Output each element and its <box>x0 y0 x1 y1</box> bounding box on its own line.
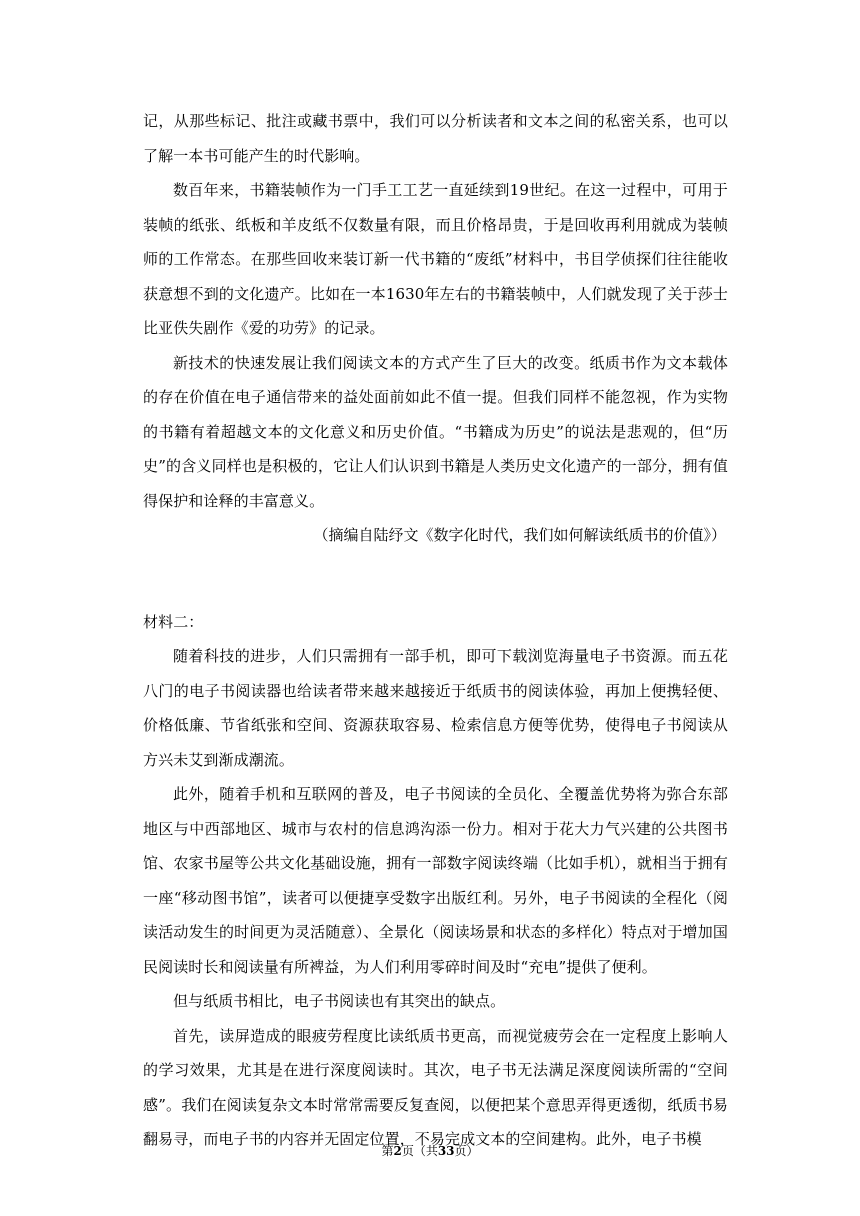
page-footer <box>0 1143 860 1159</box>
paragraph-ebook-coverage: 此外，随着手机和互联网的普及，电子书阅读的全员化、全覆盖优势将为弥合东部地区与中西部地区、城市与农村的信息鸿沟添一份力。相对于花大力气兴建的公共图书馆、农家书屋等公共文化基础设施，拥有一部数字阅读终端（比如手机），就相当于拥有一座“移动图书馆”，读者可以便捷享受数字出版红利。另外，电子书阅读的全程化（阅读活动发生的时间更为灵活随意）、全景化（阅读场景和状态的多样化）特点对于增加国民阅读时长和阅读量有所裨益，为人们利用零碎时间及时“充电”提供了便利。 <box>143 785 728 976</box>
paragraph-ebook-advantages: 随着科技的进步，人们只需拥有一部手机，即可下载浏览海量电子书资源。而五花八门的电子书阅读器也给读者带来越来越接近于纸质书的阅读体验，再加上便携轻便、价格低廉、节省纸张和空间、资源获取容易、检索信息方便等优势，使得电子书阅读从方兴未艾到渐成潮流。 <box>143 647 728 769</box>
footer-page-number: 2 <box>393 1144 402 1158</box>
paragraph-bookbinding: 数百年来，书籍装帧作为一门手工工艺一直延续到19世纪。在这一过程中，可用于装帧的纸张、纸板和羊皮纸不仅数量有限，而且价格昂贵，于是回收再利用就成为装帧师的工作常态。在那些回收来装订新一代书籍的“废纸”材料中，书目学侦探们往往能收获意想不到的文化遗产。比如在一本1630年左右的书籍装帧中，人们就发现了关于莎士比亚佚失剧作《爱的功劳》的记录。 <box>143 181 728 337</box>
footer-middle: 页（共 <box>401 1144 438 1158</box>
paragraph-ebook-drawbacks-intro: 但与纸质书相比，电子书阅读也有其突出的缺点。 <box>173 992 506 1010</box>
paragraph-ebook-drawbacks: 首先，读屏造成的眼疲劳程度比读纸质书更高，而视觉疲劳会在一定程度上影响人的学习效果，尤其是在进行深度阅读时。其次，电子书无法满足深度阅读所需的“空间感”。我们在阅读复杂文本时常常需要反复查阅，以便把某个意思弄得更透彻，纸质书易翻易寻，而电子书的内容并无固定位置，不易完成文本的空间建构。此外，电子书模 <box>143 1026 728 1148</box>
footer-total-pages: 33 <box>437 1144 455 1158</box>
section-heading: 材料二： <box>143 612 204 631</box>
footer-prefix: 第 <box>381 1144 394 1158</box>
paragraph-new-technology: 新技术的快速发展让我们阅读文本的方式产生了巨大的改变。纸质书作为文本载体的存在价值在电子通信带来的益处面前如此不值一提。但我们同样不能忽视，作为实物的书籍有着超越文本的文化意义和历史价值。“书籍成为历史”的说法是悲观的，但“历史”的含义同样也是积极的，它让人们认识到书籍是人类历史文化遗产的一部分，拥有值得保护和诠释的丰富意义。 <box>143 353 728 510</box>
section-spacer <box>143 553 728 605</box>
document-page <box>143 104 728 1157</box>
paragraph-continued: 记，从那些标记、批注或藏书票中，我们可以分析读者和文本之间的私密关系，也可以了解一本书可能产生的时代影响。 <box>143 112 728 165</box>
footer-suffix: 页） <box>454 1144 479 1158</box>
source-citation: （摘编自陆纾文《数字化时代，我们如何解读纸质书的价值》） <box>313 526 726 544</box>
